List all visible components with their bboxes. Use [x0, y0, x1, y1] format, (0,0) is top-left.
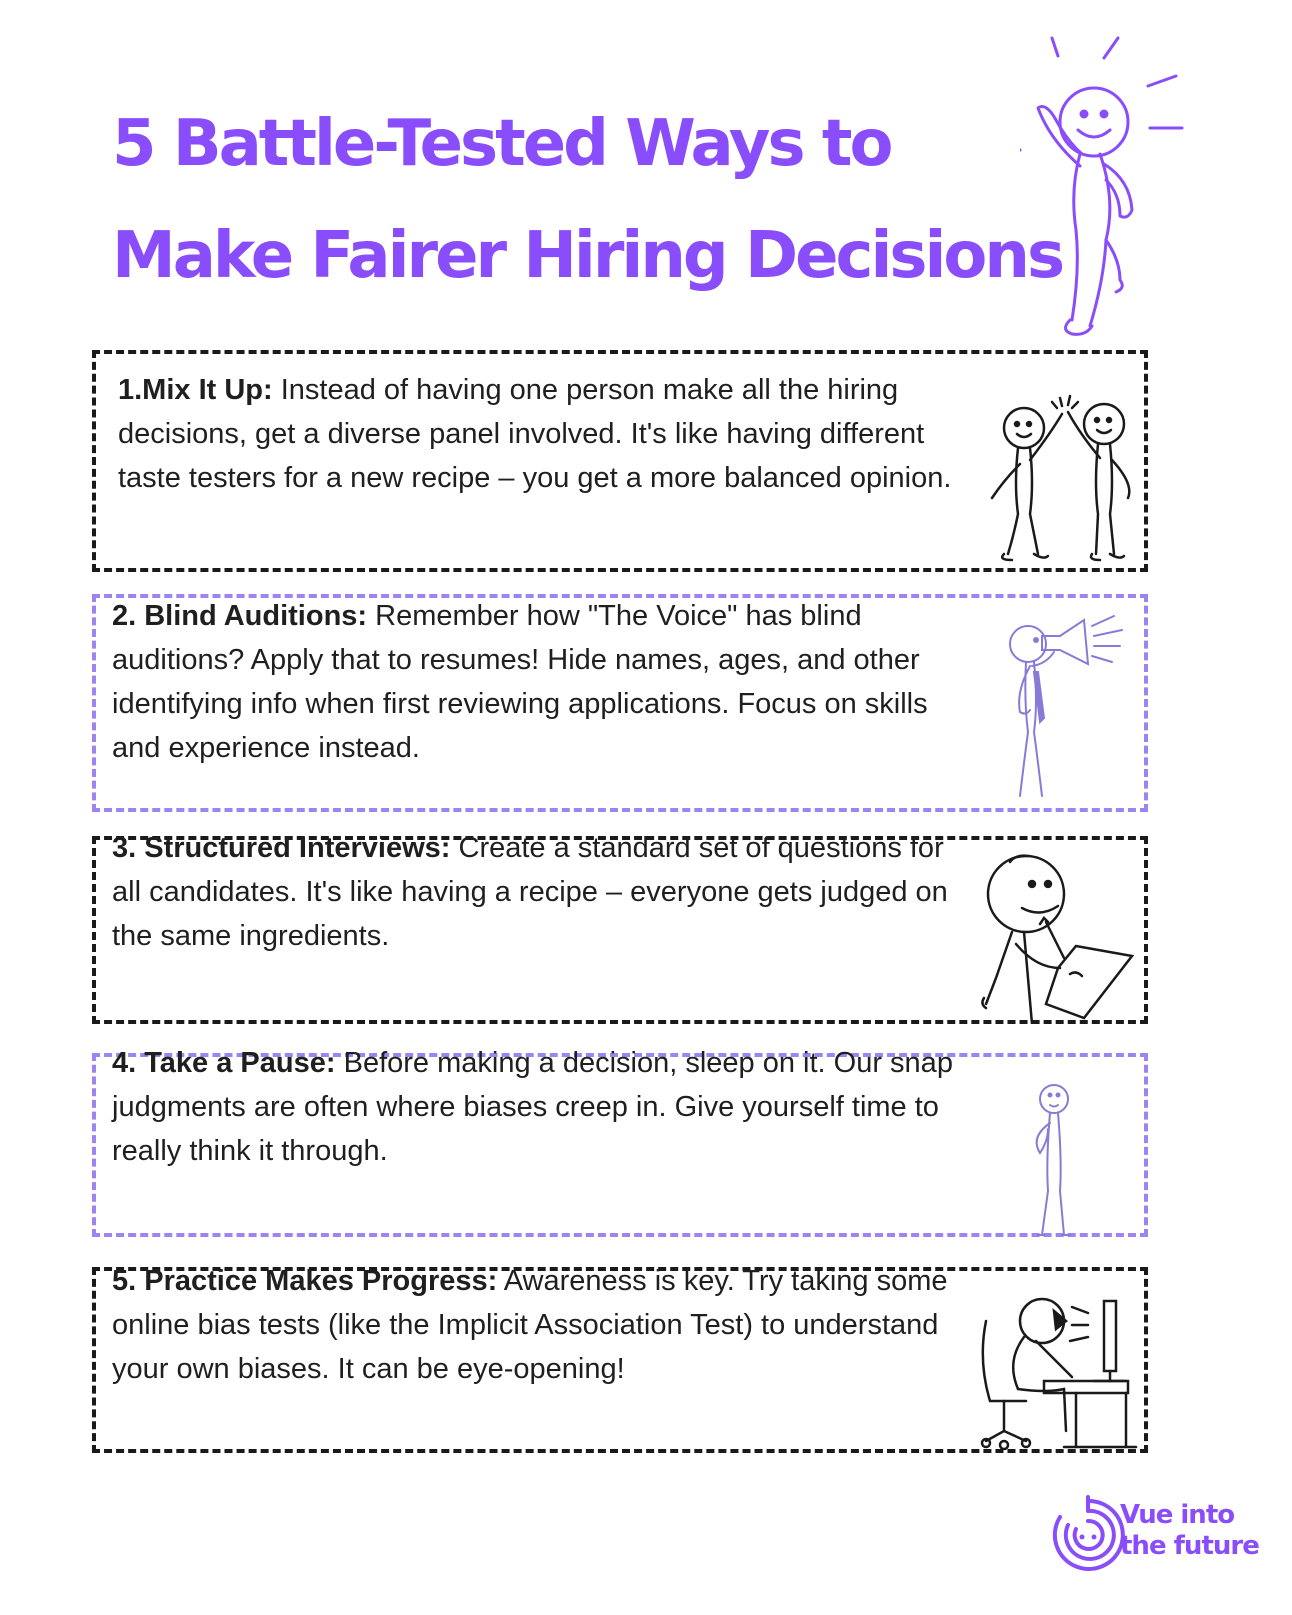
tip-text-3 — [112, 826, 972, 958]
title-line-1: 5 Battle-Tested Ways to — [112, 107, 891, 181]
happy-stick-figure-icon — [1020, 30, 1240, 360]
vue-into-the-future-logo — [1048, 1495, 1128, 1575]
tip-body-5: Awareness is key. Try taking some online bias tests (like the Implicit Association Test) to understand your own biases. It can be eye-opening! — [112, 1265, 948, 1385]
tip-heading-1: 1.Mix It Up: — [118, 374, 273, 406]
tip-card-2 — [92, 594, 1148, 812]
tip-heading-5: 5. Practice Makes Progress: — [112, 1265, 498, 1297]
writing-clipboard-stick-figure-icon — [976, 848, 1144, 1024]
tip-card-3 — [92, 832, 1148, 1024]
tip-body-4: Before making a decision, sleep on it. Our snap judgments are often where biases creep in. Give yourself time to really think it through. — [112, 1047, 953, 1167]
tip-heading-4: 4. Take a Pause: — [112, 1047, 336, 1079]
tip-card-1 — [92, 350, 1148, 572]
thinking-stick-figure-icon — [1020, 1081, 1090, 1239]
tip-card-4 — [92, 1047, 1148, 1237]
tip-card-5 — [92, 1267, 1148, 1453]
tip-text-5 — [112, 1259, 972, 1391]
tip-text-2 — [112, 594, 972, 770]
tip-body-1: Instead of having one person make all the hiring decisions, get a diverse panel involved. It's like having different taste testers for a new recipe – you get a more balanced opinion. — [118, 374, 952, 494]
tip-text-1 — [118, 368, 988, 500]
tip-heading-2: 2. Blind Auditions: — [112, 600, 368, 632]
title-line-2: Make Fairer Hiring Decisions — [112, 219, 1063, 293]
tip-heading-3: 3. Structured Interviews: — [112, 832, 451, 864]
computer-desk-stick-figure-icon — [976, 1281, 1146, 1451]
megaphone-stick-figure-icon — [1002, 612, 1152, 802]
brand-line-1: Vue into — [1120, 1500, 1235, 1530]
tip-text-4 — [112, 1041, 972, 1173]
high-five-stick-figures-icon — [984, 394, 1144, 564]
page-title — [112, 88, 1072, 312]
brand-name — [1120, 1500, 1259, 1562]
tip-body-2: Remember how "The Voice" has blind auditions? Apply that to resumes! Hide names, ages, and other identifying info when first reviewing applications. Focus on skills and experience instead. — [112, 600, 928, 764]
tip-body-3: Create a standard set of questions for all candidates. It's like having a recipe – everyone gets judged on the same ingredients. — [112, 832, 948, 952]
brand-line-2: the future — [1120, 1531, 1259, 1561]
